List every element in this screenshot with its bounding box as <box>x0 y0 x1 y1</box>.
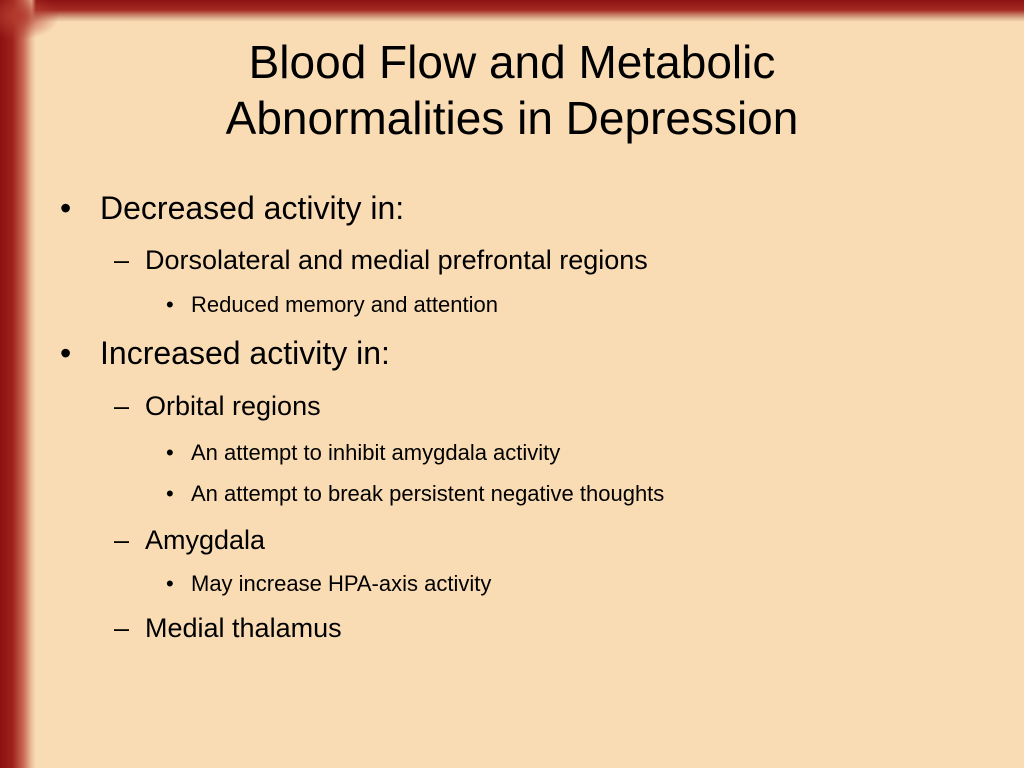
bullet-marker: • <box>60 190 72 226</box>
bullet-marker: • <box>166 292 174 317</box>
bullet-text: Orbital regions <box>145 391 321 421</box>
bullet-marker: • <box>166 481 174 506</box>
dash-marker: – <box>114 245 130 275</box>
bullet-text: Amygdala <box>145 525 266 555</box>
bullet-level-2 <box>114 613 342 644</box>
bullet-level-1 <box>60 190 404 227</box>
slide-title-line-2: Abnormalities in Depression <box>225 92 799 144</box>
bullet-text: An attempt to break persistent negative thoughts <box>191 481 665 506</box>
bullet-level-2 <box>114 391 321 422</box>
bullet-level-2 <box>114 525 265 556</box>
bullet-level-3 <box>166 571 491 597</box>
dash-marker: – <box>114 525 130 555</box>
bullet-marker: • <box>166 440 174 465</box>
bullet-level-2 <box>114 245 648 276</box>
bullet-level-1 <box>60 335 390 372</box>
bullet-text: Reduced memory and attention <box>191 292 498 317</box>
bullet-text: Medial thalamus <box>145 613 342 643</box>
dash-marker: – <box>114 391 130 421</box>
bullet-text: May increase HPA-axis activity <box>191 571 492 596</box>
dash-marker: – <box>114 613 130 643</box>
bullet-text: Increased activity in: <box>100 335 390 371</box>
bullet-text: An attempt to inhibit amygdala activity <box>191 440 561 465</box>
bullet-marker: • <box>60 335 72 371</box>
bullet-level-3 <box>166 292 498 318</box>
bullet-level-3 <box>166 481 664 507</box>
slide-title-line-1: Blood Flow and Metabolic <box>248 36 776 88</box>
bullet-marker: • <box>166 571 174 596</box>
bullet-level-3 <box>166 440 560 466</box>
bullet-text: Decreased activity in: <box>100 190 405 226</box>
bullet-text: Dorsolateral and medial prefrontal regions <box>145 245 648 275</box>
